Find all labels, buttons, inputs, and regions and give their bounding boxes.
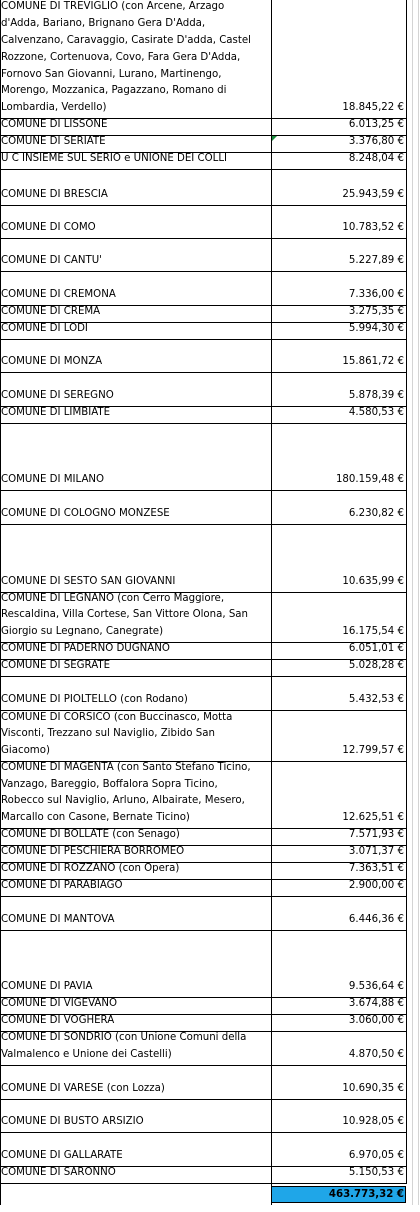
row-border — [271, 1183, 406, 1184]
gridline — [412, 0, 413, 1205]
table-row — [0, 762, 420, 828]
municipality-name[interactable]: U C INSIEME SUL SERIO e UNIONE DEI COLLI — [1, 153, 228, 165]
amount-cell[interactable]: 4.580,53 € — [348, 407, 404, 419]
municipality-name[interactable]: COMUNE DI PADERNO DUGNANO — [1, 643, 170, 655]
row-border — [0, 1183, 271, 1184]
amount-cell[interactable]: 15.861,72 € — [342, 356, 404, 368]
municipality-name[interactable]: COMUNE DI SONDRIO (con Unione Comuni della Valmalenco e Unione dei Castelli) — [1, 1032, 247, 1061]
table-row — [0, 1015, 420, 1031]
municipality-name[interactable]: COMUNE DI SEREGNO — [1, 390, 114, 402]
amount-cell[interactable]: 10.783,52 € — [342, 222, 404, 234]
municipality-name[interactable]: COMUNE DI SERIATE — [1, 136, 106, 148]
amount-cell[interactable]: 7.363,51 € — [348, 863, 404, 875]
table-row — [0, 239, 420, 271]
municipality-name[interactable]: COMUNE DI LEGNANO (con Cerro Maggiore, Rescaldina, Villa Cortese, San Vittore Olona, San Giorgio su Legnano, Canegrate) — [1, 592, 249, 638]
municipality-name[interactable]: COMUNE DI TREVIGLIO (con Arcene, Arzago d'Adda, Bariano, Brignano Gera D'Adda, Calvenzano, Caravaggio, Casirate D'adda, Castel Rozzone, Cortenuova, Covo, Fara Gera D'Adda, Fornovo San Giovanni, Lurano, Martinengo, Morengo, Mozzanica, Pagazzano, Romano di Lombardia, Verdello) — [1, 1, 251, 114]
table-row — [0, 711, 420, 761]
amount-cell[interactable]: 10.928,05 € — [342, 1116, 404, 1128]
amount-cell[interactable]: 3.060,00 € — [348, 1015, 404, 1027]
table-row — [0, 525, 420, 592]
total-amount: 463.773,32 € — [328, 1189, 404, 1200]
municipality-name[interactable]: COMUNE DI CANTU' — [1, 255, 102, 267]
amount-cell[interactable]: 3.275,35 € — [348, 306, 404, 318]
table-row — [0, 373, 420, 406]
amount-cell[interactable]: 18.845,22 € — [342, 102, 404, 114]
amount-cell[interactable]: 9.536,64 € — [348, 981, 404, 993]
municipality-name[interactable]: COMUNE DI PIOLTELLO (con Rodano) — [1, 694, 188, 706]
amount-cell[interactable]: 8.248,04 € — [348, 153, 404, 165]
table-row — [0, 491, 420, 524]
amount-cell[interactable]: 5.150,53 € — [348, 1167, 404, 1179]
table-row — [0, 306, 420, 322]
table-row — [0, 170, 420, 205]
amount-cell[interactable]: 5.028,28 € — [348, 660, 404, 672]
table-row — [0, 998, 420, 1014]
table-row — [0, 323, 420, 339]
municipality-name[interactable]: COMUNE DI PAVIA — [1, 981, 93, 993]
table-row — [0, 1167, 420, 1183]
municipality-name[interactable]: COMUNE DI VIGEVANO — [1, 998, 117, 1010]
municipality-name[interactable]: COMUNE DI BUSTO ARSIZIO — [1, 1116, 144, 1128]
table-row — [0, 1133, 420, 1166]
amount-cell[interactable]: 25.943,59 € — [342, 189, 404, 201]
right-border — [406, 0, 407, 1184]
amount-cell[interactable]: 180.159,48 € — [335, 474, 404, 486]
municipality-name[interactable]: COMUNE DI BRESCIA — [1, 189, 108, 201]
amount-cell[interactable]: 6.446,36 € — [348, 914, 404, 926]
table-row — [0, 931, 420, 997]
table-row — [0, 424, 420, 490]
municipality-name[interactable]: COMUNE DI BOLLATE (con Senago) — [1, 829, 180, 841]
amount-cell[interactable]: 10.635,99 € — [342, 576, 404, 588]
table-row — [0, 880, 420, 896]
municipality-name[interactable]: COMUNE DI MONZA — [1, 356, 103, 368]
amount-cell[interactable]: 16.175,54 € — [342, 626, 404, 638]
amount-cell[interactable]: 6.970,05 € — [348, 1150, 404, 1162]
column-divider — [271, 0, 272, 1205]
table-row — [0, 677, 420, 710]
amount-cell[interactable]: 6.230,82 € — [348, 508, 404, 520]
amount-cell[interactable]: 12.799,57 € — [342, 745, 404, 757]
amount-cell[interactable]: 7.336,00 € — [348, 289, 404, 301]
amount-cell[interactable]: 12.625,51 € — [342, 812, 404, 824]
municipality-name[interactable]: COMUNE DI SESTO SAN GIOVANNI — [1, 576, 176, 588]
amount-cell[interactable]: 5.227,89 € — [348, 255, 404, 267]
amount-cell[interactable]: 3.674,88 € — [348, 998, 404, 1010]
municipality-name[interactable]: COMUNE DI MANTOVA — [1, 914, 115, 926]
table-row — [0, 272, 420, 305]
amount-cell[interactable]: 6.013,25 € — [348, 119, 404, 131]
table-row — [0, 206, 420, 238]
municipality-name[interactable]: COMUNE DI CREMA — [1, 306, 101, 318]
amount-cell[interactable]: 5.878,39 € — [348, 390, 404, 402]
gridline — [418, 0, 419, 1205]
table-row — [0, 0, 420, 118]
table-row — [0, 829, 420, 845]
amount-cell[interactable]: 5.994,30 € — [348, 323, 404, 335]
table-row — [0, 593, 420, 642]
amount-cell[interactable]: 3.376,80 € — [348, 136, 404, 148]
municipality-name[interactable]: COMUNE DI SEGRATE — [1, 660, 111, 672]
table-row — [0, 897, 420, 930]
municipality-name[interactable]: COMUNE DI PESCHIERA BORROMEO — [1, 846, 185, 858]
table-row — [0, 1100, 420, 1132]
amount-cell[interactable]: 7.571,93 € — [348, 829, 404, 841]
table-row — [0, 407, 420, 423]
left-border — [0, 0, 1, 1205]
municipality-name[interactable]: COMUNE DI MILANO — [1, 474, 105, 486]
municipality-name[interactable]: COMUNE DI VARESE (con Lozza) — [1, 1083, 165, 1095]
table-row — [0, 643, 420, 659]
cell-comment-marker — [272, 136, 277, 141]
municipality-name[interactable]: COMUNE DI COLOGNO MONZESE — [1, 508, 170, 520]
amount-cell[interactable]: 4.870,50 € — [348, 1049, 404, 1061]
municipality-name[interactable]: COMUNE DI COMO — [1, 222, 96, 234]
municipality-name[interactable]: COMUNE DI LISSONE — [1, 119, 108, 131]
table-row — [0, 846, 420, 862]
municipality-name[interactable]: COMUNE DI ROZZANO (con Opera) — [1, 863, 180, 875]
municipality-name[interactable]: COMUNE DI PARABIAGO — [1, 880, 123, 892]
table-row — [0, 340, 420, 372]
amount-cell[interactable]: 5.432,53 € — [348, 694, 404, 706]
amount-cell[interactable]: 10.690,35 € — [342, 1083, 404, 1095]
amount-cell[interactable]: 2.900,00 € — [348, 880, 404, 892]
table-row — [0, 1032, 420, 1065]
table-row — [0, 660, 420, 676]
table-row — [0, 863, 420, 879]
municipality-name[interactable]: COMUNE DI MAGENTA (con Santo Stefano Ticino, Vanzago, Bareggio, Boffalora Sopra Ticino, Robecco sul Naviglio, Arluno, Albairate, Mesero, Marcallo con Casone, Bernate Ticino) — [1, 761, 251, 824]
municipality-name[interactable]: COMUNE DI LIMBIATE — [1, 407, 111, 419]
municipality-name[interactable]: COMUNE DI GALLARATE — [1, 1150, 123, 1162]
table-row — [0, 1066, 420, 1099]
table-row — [0, 119, 420, 135]
municipality-name[interactable]: COMUNE DI LODI — [1, 323, 88, 335]
municipality-name[interactable]: COMUNE DI SARONNO — [1, 1167, 116, 1179]
municipality-name[interactable]: COMUNE DI CORSICO (con Buccinasco, Motta Visconti, Trezzano sul Naviglio, Zibido San Giacomo) — [1, 711, 233, 757]
amount-cell[interactable]: 6.051,01 € — [348, 643, 404, 655]
table-row — [0, 136, 420, 152]
municipality-name[interactable]: COMUNE DI CREMONA — [1, 289, 116, 301]
amount-cell[interactable]: 3.071,37 € — [348, 846, 404, 858]
municipality-name[interactable]: COMUNE DI VOGHERA — [1, 1015, 115, 1027]
table-row — [0, 153, 420, 169]
